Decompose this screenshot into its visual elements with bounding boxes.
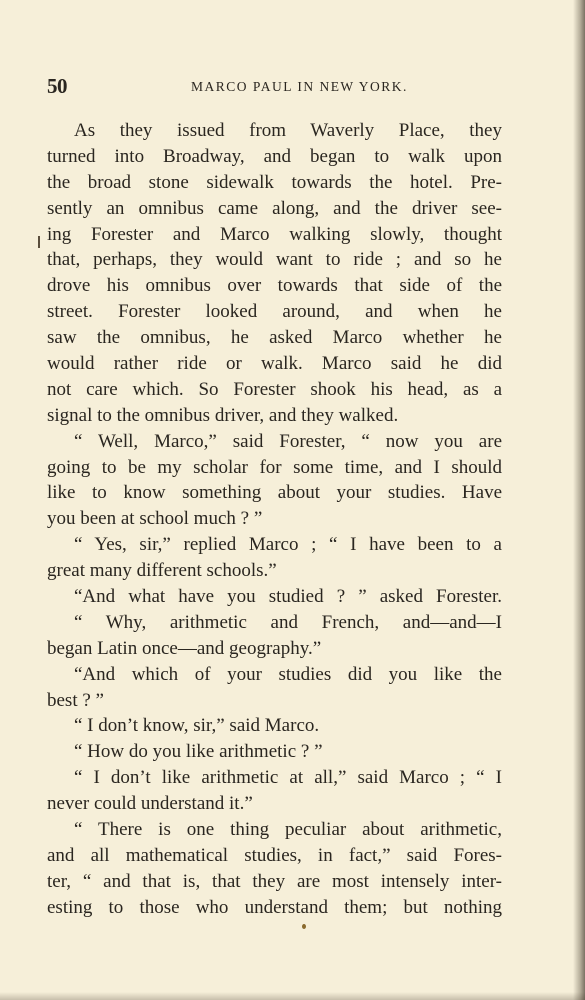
text-line: saw the omnibus, he asked Marco whether he: [47, 327, 502, 349]
body-text: [47, 118, 502, 921]
text-line: “ There is one thing peculiar about arithmetic,: [74, 819, 502, 841]
page-bottom-shadow: [0, 992, 585, 1000]
ink-speck: [302, 924, 306, 929]
text-line: great many different schools.”: [47, 560, 277, 582]
text-line: “ I don’t like arithmetic at all,” said Marco ; “ I: [74, 767, 502, 789]
text-line: drove his omnibus over towards that side of the: [47, 275, 502, 297]
text-line: like to know something about your studies. Have: [47, 482, 502, 504]
text-line: the broad stone sidewalk towards the hotel. Pre-: [47, 171, 502, 193]
text-line: best ? ”: [47, 689, 104, 711]
text-line: “ How do you like arithmetic ? ”: [74, 741, 323, 763]
text-line: never could understand it.”: [47, 793, 253, 815]
page-header: [47, 74, 502, 98]
text-line: not care which. So Forester shook his head, as a: [47, 378, 502, 400]
text-line: and all mathematical studies, in fact,” said Fores-: [47, 844, 502, 866]
text-line: turned into Broadway, and began to walk upon: [47, 145, 502, 167]
text-line: street. Forester looked around, and when he: [47, 301, 502, 323]
text-line: “ I don’t know, sir,” said Marco.: [74, 715, 320, 737]
text-line: going to be my scholar for some time, and I should: [47, 456, 502, 478]
text-line: you been at school much ? ”: [47, 508, 263, 530]
text-line: would rather ride or walk. Marco said he did: [47, 353, 502, 375]
running-title: MARCO PAUL IN NEW YORK.: [191, 79, 408, 94]
text-line: “ Well, Marco,” said Forester, “ now you are: [74, 430, 502, 452]
text-line: “And which of your studies did you like the: [74, 663, 502, 685]
text-line: that, perhaps, they would want to ride ; and so he: [47, 249, 502, 271]
text-line: “ Why, arithmetic and French, and—and—I: [74, 611, 502, 633]
text-line: ing Forester and Marco walking slowly, thought: [47, 223, 502, 245]
text-line: “ Yes, sir,” replied Marco ; “ I have been to a: [74, 534, 502, 556]
margin-mark: [38, 236, 40, 248]
page-edge-shadow: [573, 0, 585, 1000]
text-line: “And what have you studied ? ” asked Forester.: [74, 586, 502, 608]
page-number: 50: [47, 74, 67, 98]
text-line: signal to the omnibus driver, and they walked.: [47, 404, 399, 426]
text-line: esting to those who understand them; but nothing: [47, 896, 502, 918]
text-line: began Latin once—and geography.”: [47, 637, 322, 659]
text-line: sently an omnibus came along, and the driver see-: [47, 197, 502, 219]
text-line: As they issued from Waverly Place, they: [74, 120, 502, 141]
text-line: ter, “ and that is, that they are most intensely inter-: [47, 870, 502, 892]
